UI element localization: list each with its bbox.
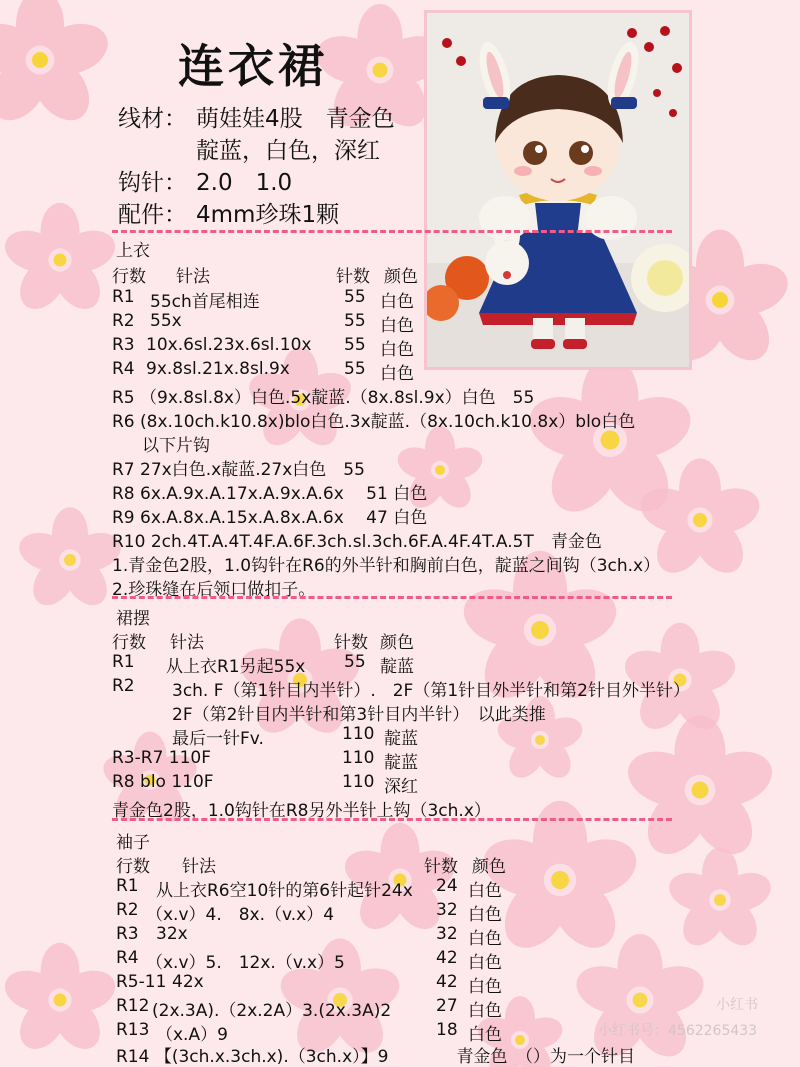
section-divider <box>112 818 672 821</box>
row-stitch: (2x.3A).（2x.2A）3.(2x.3A)2 <box>152 1001 392 1021</box>
row-r8: R8 6x.A.9x.A.17x.A.9x.A.6x 51 白色 <box>112 484 428 504</box>
row-stitch: 从上衣R1另起55x <box>166 657 306 677</box>
row-r14: R14 【(3ch.x.3ch.x).（3ch.x）】9 青金色 （）为一个针目 <box>116 1047 635 1067</box>
row-label: R5-11 <box>116 972 167 992</box>
row-label: R2 <box>116 900 139 920</box>
row-stitch: （x.v）5. 12x.（v.x）5 <box>146 953 345 973</box>
row-count: 110 <box>342 772 375 792</box>
row-count: 18 <box>436 1020 458 1040</box>
row-count: 55 <box>344 335 366 355</box>
row-stitch: 55x <box>150 311 182 331</box>
top-heading: 上衣 <box>116 241 150 261</box>
row-stitch: 3ch. F（第1针目内半针）. 2F（第1针目外半针和第2针目外半针） <box>172 681 690 701</box>
row-count: 24 <box>436 876 458 896</box>
skirt-heading: 裙摆 <box>116 609 150 629</box>
yarn-line1: 萌娃娃4股 青金色 <box>196 106 395 132</box>
row-color: 白色 <box>468 1001 502 1021</box>
yarn-line2: 靛蓝，白色，深红 <box>196 138 380 164</box>
sub-note: 以下片钩 <box>142 436 210 456</box>
col-color-header: 颜色 <box>472 857 506 877</box>
parts-value: 4mm珍珠1颗 <box>196 202 340 228</box>
row-label: R3 <box>116 924 139 944</box>
row-label: R1 <box>112 652 135 672</box>
col-row-header: 行数 <box>116 857 150 877</box>
row-color: 白色 <box>380 340 414 360</box>
col-count-header: 针数 <box>424 857 458 877</box>
row-color: 白色 <box>380 292 414 312</box>
col-stitch-header: 针法 <box>170 633 204 653</box>
row-stitch: （x.v）4. 8x.（v.x）4 <box>146 905 335 925</box>
row-label: R4 <box>112 359 135 379</box>
col-color-header: 颜色 <box>380 633 414 653</box>
col-stitch-header: 针法 <box>182 857 216 877</box>
row-color: 白色 <box>380 316 414 336</box>
row-r5: R5 （9x.8sl.8x）白色.5x靛蓝.（8x.8sl.9x）白色 55 <box>112 388 535 408</box>
row-color: 靛蓝 <box>384 753 418 773</box>
row-r6: R6 (8x.10ch.k10.8x)blo白色.3x靛蓝.（8x.10ch.k10.8x）blo白色 <box>112 412 636 432</box>
row-color: 白色 <box>468 881 502 901</box>
row-count: 32 <box>436 924 458 944</box>
row-stitch: 最后一针Fv. <box>172 729 264 749</box>
row-color: 白色 <box>468 929 502 949</box>
col-count-header: 针数 <box>336 267 370 287</box>
row-color: 白色 <box>380 364 414 384</box>
row-stitch: 10x.6sl.23x.6sl.10x <box>146 335 312 355</box>
watermark-app: 小红书 <box>716 997 758 1013</box>
watermark-id: 小红书号：4562265433 <box>598 1023 758 1039</box>
row-color: 靛蓝 <box>380 657 414 677</box>
row-label: R4 <box>116 948 139 968</box>
row-label: R2 <box>112 676 135 696</box>
row-count: 42 <box>436 948 458 968</box>
row-stitch: R3-R7 110F <box>112 748 212 768</box>
note-line: 青金色2股，1.0钩针在R8另外半针上钩（3ch.x） <box>112 801 491 821</box>
row-count: 55 <box>344 287 366 307</box>
row-stitch: （x.A）9 <box>156 1025 228 1045</box>
section-divider <box>112 230 672 233</box>
sleeve-heading: 袖子 <box>116 833 150 853</box>
col-stitch-header: 针法 <box>176 267 210 287</box>
hook-label: 钩针： <box>118 170 187 196</box>
row-label: R1 <box>112 287 135 307</box>
section-divider <box>112 596 672 599</box>
row-stitch: 2F（第2针目内半针和第3针目内半针） 以此类推 <box>172 705 546 725</box>
row-label: R13 <box>116 1020 150 1040</box>
row-stitch: 9x.8sl.21x.8sl.9x <box>146 359 290 379</box>
row-color: 靛蓝 <box>384 729 418 749</box>
row-count: 27 <box>436 996 458 1016</box>
note-line: 1.青金色2股，1.0钩针在R6的外半针和胸前白色，靛蓝之间钩（3ch.x） <box>112 556 661 576</box>
row-count: 55 <box>344 359 366 379</box>
row-color: 深红 <box>384 777 418 797</box>
row-stitch: 55ch首尾相连 <box>150 292 260 312</box>
col-row-header: 行数 <box>112 633 146 653</box>
note-line: 2.珍珠缝在后领口做扣子。 <box>112 580 316 600</box>
row-label: R3 <box>112 335 135 355</box>
doll-photo <box>424 10 692 370</box>
hook-value: 2.0 1.0 <box>196 170 293 196</box>
row-r7: R7 27x白色.x靛蓝.27x白色 55 <box>112 460 365 480</box>
yarn-label: 线材： <box>118 106 187 132</box>
col-row-header: 行数 <box>112 267 146 287</box>
row-count: 55 <box>344 652 366 672</box>
row-r10: R10 2ch.4T.A.4T.4F.A.6F.3ch.sl.3ch.6F.A.4F.4T.A.5T 青金色 <box>112 532 602 552</box>
row-label: R2 <box>112 311 135 331</box>
row-r9: R9 6x.A.8x.A.15x.A.8x.A.6x 47 白色 <box>112 508 428 528</box>
row-count: 55 <box>344 311 366 331</box>
row-count: 42 <box>436 972 458 992</box>
row-stitch: 从上衣R6空10针的第6针起针24x <box>156 881 413 901</box>
row-color: 白色 <box>468 953 502 973</box>
parts-label: 配件： <box>118 202 187 228</box>
row-count: 110 <box>342 724 375 744</box>
row-color: 白色 <box>468 905 502 925</box>
row-count: 32 <box>436 900 458 920</box>
row-stitch: 32x <box>156 924 188 944</box>
row-label: R12 <box>116 996 150 1016</box>
row-color: 白色 <box>468 977 502 997</box>
page-title: 连衣裙 <box>178 39 328 93</box>
row-stitch: 42x <box>172 972 204 992</box>
row-label: R1 <box>116 876 139 896</box>
row-count: 110 <box>342 748 375 768</box>
col-count-header: 针数 <box>334 633 368 653</box>
col-color-header: 颜色 <box>384 267 418 287</box>
row-color: 白色 <box>468 1025 502 1045</box>
row-stitch: R8 blo 110F <box>112 772 214 792</box>
